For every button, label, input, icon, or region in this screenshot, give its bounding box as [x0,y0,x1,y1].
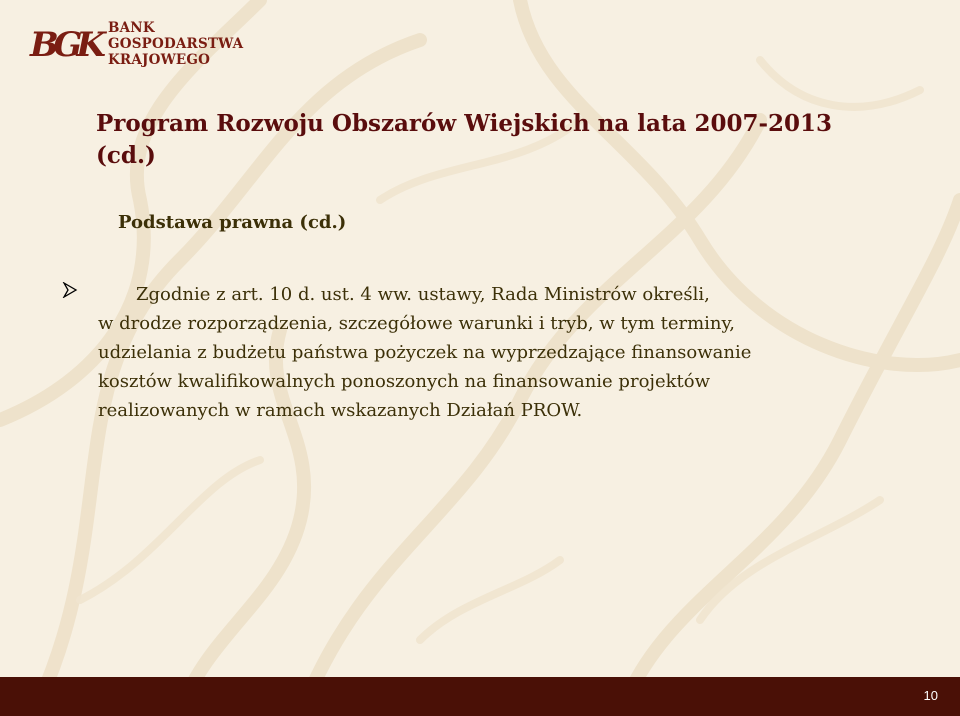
arrow-bullet-icon [62,282,78,298]
logo-line-krajowego: KRAJOWEGO [108,52,211,68]
logo-line-bank: BANK [108,20,155,36]
page-number: 10 [923,688,938,703]
bullet-paragraph [98,280,878,425]
slide-subtitle: Podstawa prawna (cd.) [118,212,347,233]
bullet-line: Zgodnie z art. 10 d. ust. 4 ww. ustawy, Rada Ministrów określi, [136,284,710,305]
logo-wordmark [108,20,243,68]
logo-monogram: BGK [30,25,100,65]
footer-bar [0,677,960,716]
bullet-line: w drodze rozporządzenia, szczegółowe warunki i tryb, w tym terminy, [98,313,736,334]
bank-logo [30,12,244,74]
bullet-line: kosztów kwalifikowalnych ponoszonych na finansowanie projektów [98,371,711,392]
bullet-line: realizowanych w ramach wskazanych Działań PROW. [98,400,583,421]
bullet-line: udzielania z budżetu państwa pożyczek na wyprzedzające finansowanie [98,342,752,363]
slide-title: Program Rozwoju Obszarów Wiejskich na lata 2007-2013 (cd.) [96,110,833,169]
logo-line-gospodarstwa: GOSPODARSTWA [108,36,244,52]
